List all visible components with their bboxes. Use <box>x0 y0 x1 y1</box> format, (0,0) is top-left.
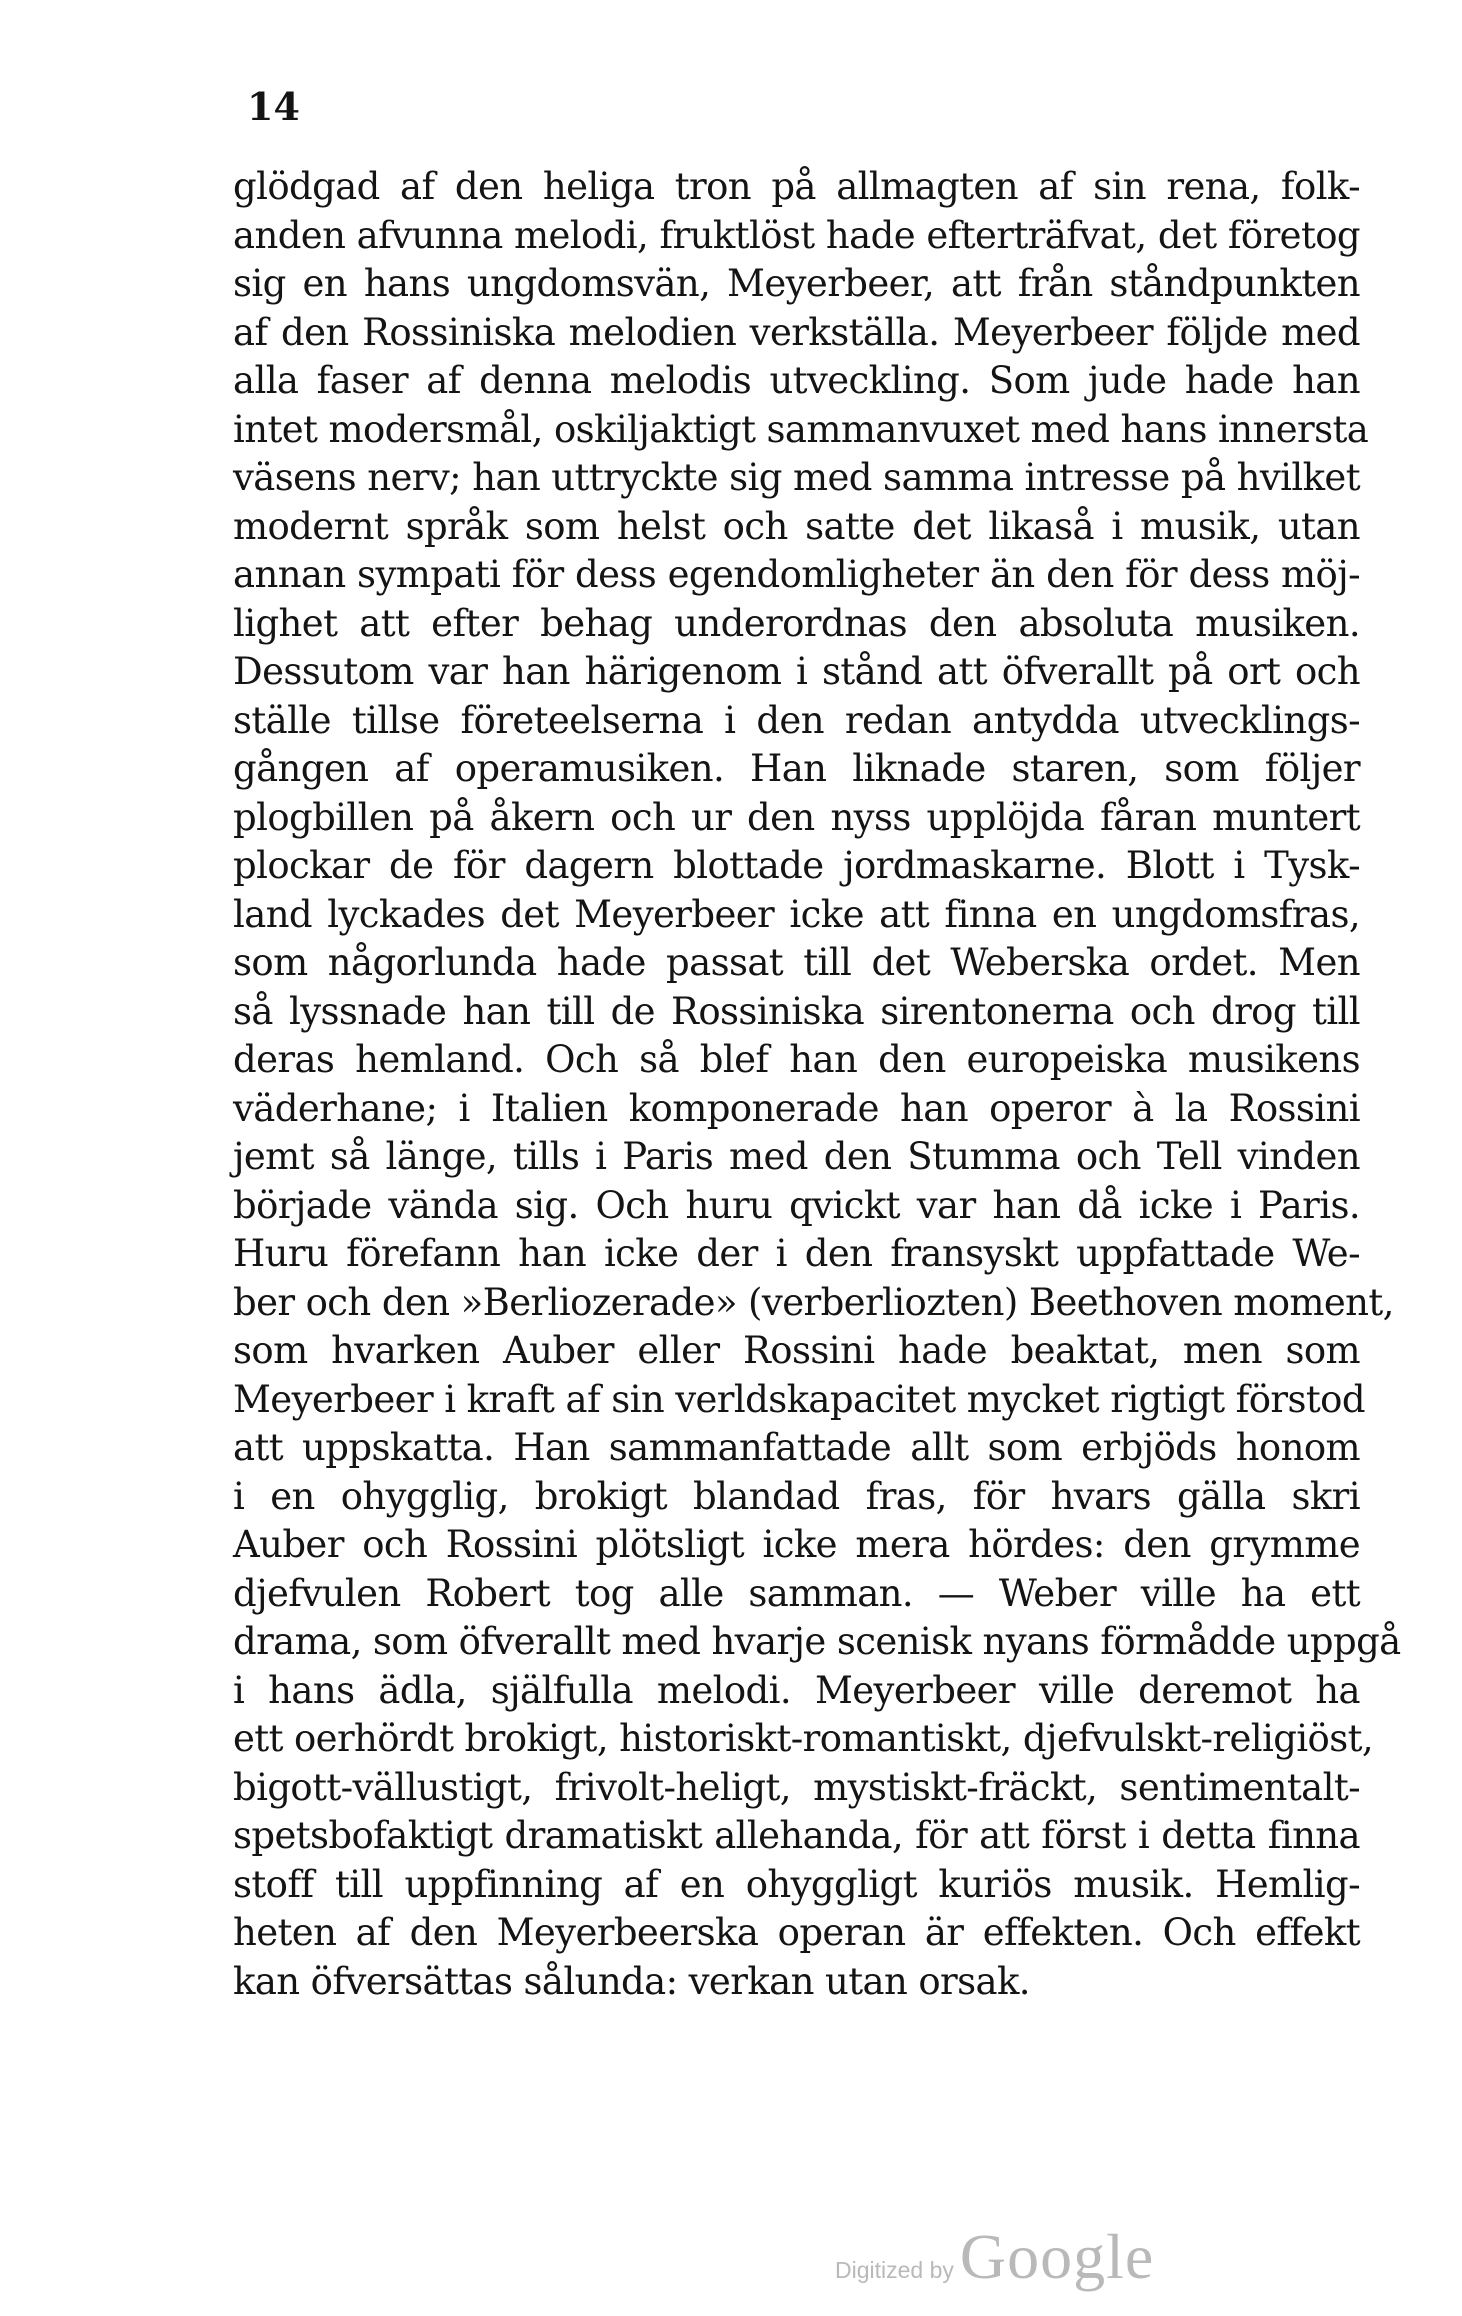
text-line: gången af operamusiken. Han liknade staren, som följer <box>233 747 1360 790</box>
text-line: alla faser af denna melodis utveckling. Som jude hade han <box>233 359 1360 402</box>
google-logo: Google <box>959 2221 1155 2292</box>
text-line: land lyckades det Meyerbeer icke att finna en ungdomsfras, <box>233 892 1360 936</box>
text-line: djefvulen Robert tog alle samman. — Weber ville ha ett <box>233 1571 1360 1615</box>
text-line: lighet att efter behag underordnas den absoluta musiken. <box>233 601 1360 645</box>
text-line: ställe tillse företeelserna i den redan antydda utvecklings- <box>233 698 1360 742</box>
text-line: i hans ädla, själfulla melodi. Meyerbeer ville deremot ha <box>233 1668 1360 1712</box>
text-line-last: kan öfversättas sålunda: verkan utan orsak. <box>233 1959 1030 2003</box>
digitized-by-watermark <box>835 2221 1155 2292</box>
text-line: sig en hans ungdomsvän, Meyerbeer, att från ståndpunkten <box>233 262 1360 305</box>
text-line: plogbillen på åkern och ur den nyss upplöjda fåran muntert <box>233 795 1360 839</box>
text-line: modernt språk som helst och satte det likaså i musik, utan <box>233 504 1360 548</box>
text-line: heten af den Meyerbeerska operan är effekten. Och effekt <box>233 1911 1360 1954</box>
text-line: så lyssnade han till de Rossiniska sirentonerna och drog till <box>233 989 1360 1033</box>
text-line: drama, som öfverallt med hvarje scenisk nyans förmådde uppgå <box>233 1620 1401 1663</box>
text-line: i en ohygglig, brokigt blandad fras, för hvars gälla skri <box>233 1474 1360 1518</box>
text-line: Dessutom var han härigenom i stånd att öfverallt på ort och <box>233 650 1360 693</box>
text-line: började vända sig. Och huru qvickt var han då icke i Paris. <box>233 1183 1360 1227</box>
text-line: som hvarken Auber eller Rossini hade beaktat, men som <box>233 1329 1360 1372</box>
text-line: intet modersmål, oskiljaktigt sammanvuxet med hans innersta <box>233 407 1369 451</box>
text-line: som någorlunda hade passat till det Weberska ordet. Men <box>233 941 1360 984</box>
text-line: deras hemland. Och så blef han den europeiska musikens <box>233 1038 1360 1081</box>
text-line: stoff till uppfinning af en ohyggligt kuriös musik. Hemlig- <box>233 1862 1360 1906</box>
page-number: 14 <box>247 84 300 129</box>
text-line: af den Rossiniska melodien verkställa. Meyerbeer följde med <box>233 310 1360 354</box>
text-line: glödgad af den heliga tron på allmagten af sin rena, folk- <box>233 165 1360 208</box>
text-line: ber och den »Berliozerade» (verberliozten) Beethoven moment, <box>233 1280 1394 1324</box>
text-line: ett oerhördt brokigt, historiskt-romantiskt, djefvulskt-religiöst, <box>233 1717 1374 1760</box>
text-line: spetsbofaktigt dramatiskt allehanda, för att först i detta finna <box>233 1814 1360 1857</box>
text-line: Meyerbeer i kraft af sin verldskapacitet mycket rigtigt förstod <box>233 1377 1365 1421</box>
text-line: väsens nerv; han uttryckte sig med samma intresse på hvilket <box>233 456 1360 499</box>
text-line: annan sympati för dess egendomligheter än den för dess möj- <box>233 553 1360 596</box>
body-text <box>233 163 1401 2006</box>
text-line: väderhane; i Italien komponerade han operor à la Rossini <box>233 1086 1360 1130</box>
digitized-by-label: Digitized by <box>835 2257 954 2283</box>
text-line: Huru förefann han icke der i den fransyskt uppfattade We- <box>233 1232 1360 1275</box>
text-line: Auber och Rossini plötsligt icke mera hördes: den grymme <box>233 1523 1360 1566</box>
text-line: bigott-vällustigt, frivolt-heligt, mystiskt-fräckt, sentimentalt- <box>233 1765 1360 1809</box>
text-line: plockar de för dagern blottade jordmaskarne. Blott i Tysk- <box>233 844 1360 887</box>
text-line: anden afvunna melodi, fruktlöst hade efterträfvat, det företog <box>233 213 1360 257</box>
text-line: att uppskatta. Han sammanfattade allt som erbjöds honom <box>233 1426 1360 1469</box>
text-line: jemt så länge, tills i Paris med den Stumma och Tell vinden <box>233 1135 1360 1178</box>
